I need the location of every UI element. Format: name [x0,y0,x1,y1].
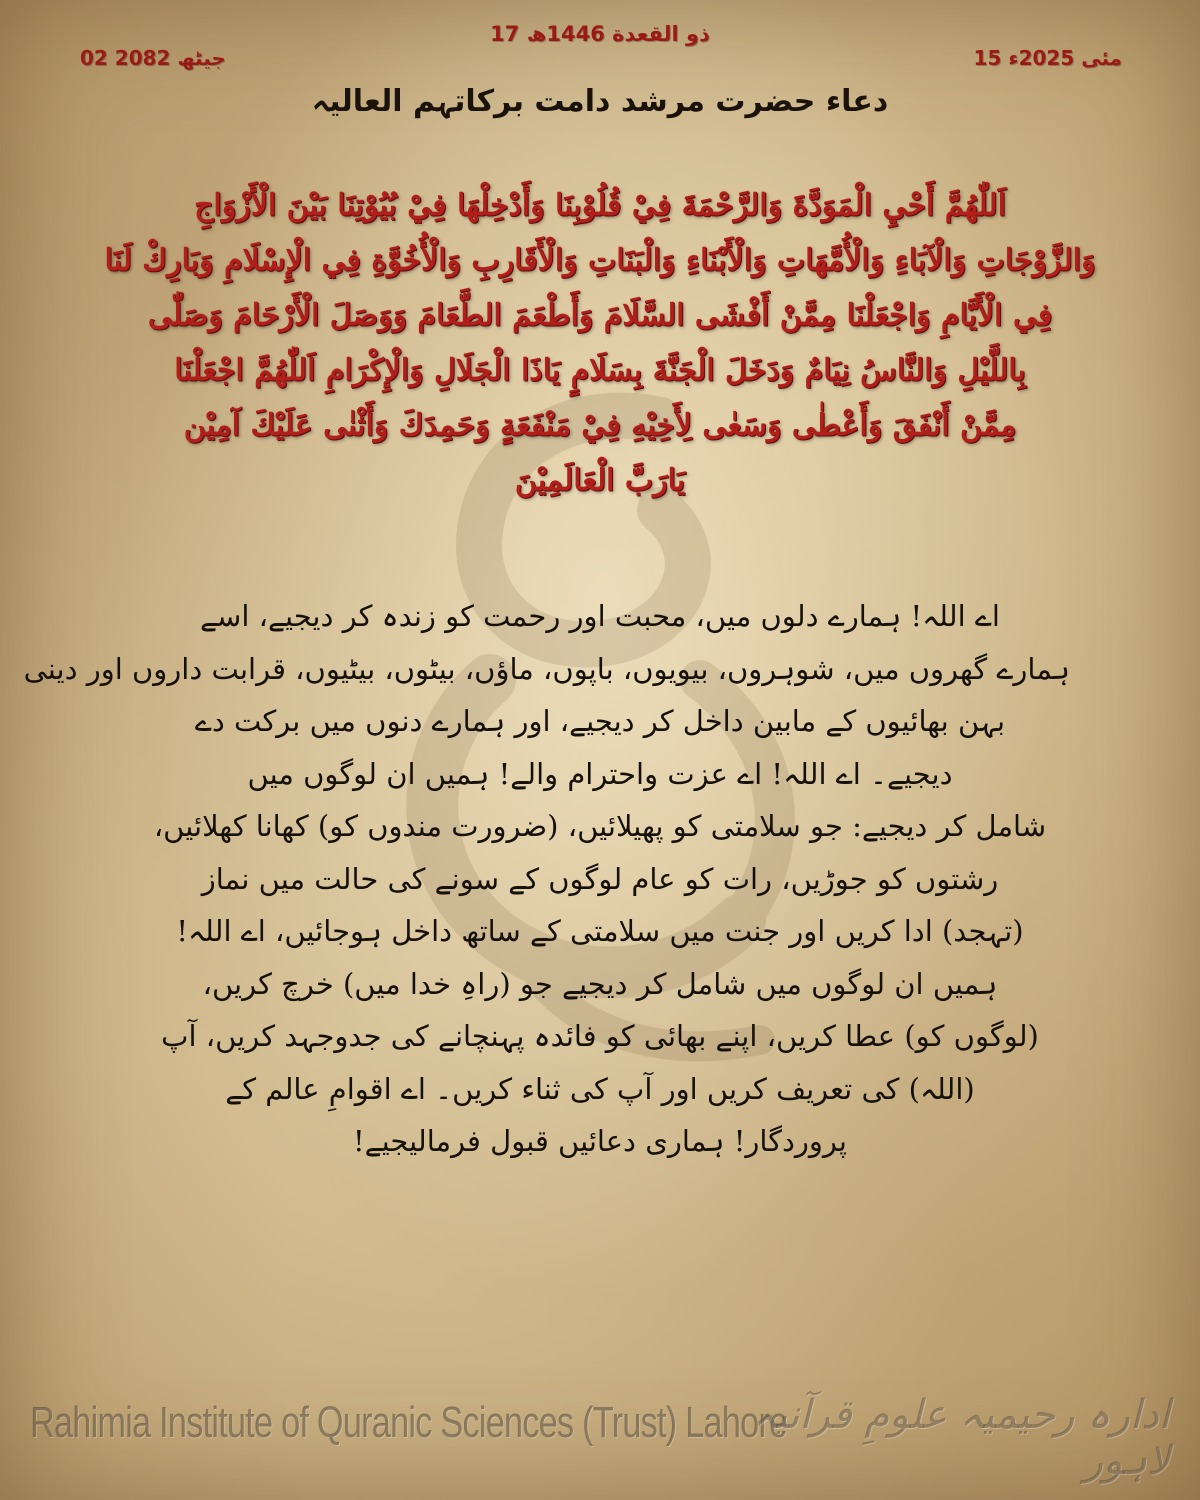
urdu-line: بہن بھائیوں کے مابین داخل کر دیجیے، اور ہمارے دنوں میں برکت دے [194,704,1006,738]
urdu-line: رشتوں کو جوڑیں، رات کو عام لوگوں کے سونے کی حالت میں نماز [201,861,999,896]
urdu-line: ہمارے گھروں میں، شوہروں، بیویوں، باپوں، ماؤں، بیٹوں، بیٹیوں، قرابت داروں اور دینی [23,651,1070,686]
date-bikrami: 02 جیٹھ 2082 [80,46,226,70]
arabic-line: يَارَبَّ الْعَالَمِيْنَ [514,463,686,498]
urdu-line: پروردگار! ہماری دعائیں قبول فرمالیجیے! [352,1124,848,1158]
institute-name-urdu-logo: ادارہ رحیمیہ علومِ قرآنیہ لاہور [752,1392,1170,1484]
date-gregorian: 15 مئی 2025ء [973,46,1122,70]
arabic-line: فِي الْأَيَّامِ وَاجْعَلْنَا مِمَّنْ أَفْشَى السَّلَامَ وَأَطْعَمَ الطَّعَامَ وَوَصَلَ الْأَرْحَامَ وَصَلّٰى [147,298,1053,333]
urdu-line: (لوگوں کو) عطا کریں، اپنے بھائی کو فائدہ پہنچانے کی جدوجہد کریں، آپ [161,1019,1039,1053]
page-title: دعاء حضرت مرشد دامت برکاتہم العالیہ [311,84,889,119]
urdu-line: (تہجد) ادا کریں اور جنت میں سلامتی کے ساتھ داخل ہوجائیں، اے اللہ! [176,914,1024,948]
urdu-line: اے اللہ! ہمارے دلوں میں، محبت اور رحمت کو زندہ کر دیجیے، اسے [200,599,1000,633]
urdu-line: ہمیں ان لوگوں میں شامل کر دیجیے جو (راہِ خدا میں) خرچ کریں، [202,966,998,1001]
arabic-line: مِمَّنْ أَنْفَقَ وَأَعْطٰى وَسَعٰى لِأَخِيْهِ فِيْ مَنْفَعَةٍ وَحَمِدَكَ وَأَثْنٰى عَلَيْكَ آمِيْن [183,408,1017,443]
arabic-line: بِاللَّيْلِ وَالنَّاسُ نِيَامٌ وَدَخَلَ الْجَنَّةَ بِسَلَامٍ يَاذَا الْجَلَالِ وَالْإِكْرَامِ اَللّٰهُمَّ اجْعَلْنَا [174,353,1026,388]
urdu-line: شامل کر دیجیے: جو سلامتی کو پھیلائیں، (ضرورت مندوں کو) کھانا کھلائیں، [153,809,1047,843]
institute-name-english: Rahimia Institute of Quranic Sciences (Trust) Lahore [30,1398,788,1447]
arabic-line: وَالزَّوْجَاتِ وَالْآبَاءِ وَالْأُمَّهَاتِ وَالْأَبْنَاءِ وَالْبَنَاتِ وَالْأَقَارِبِ وَالْأُخُوَّةِ فِي الْإِسْلَامِ وَبَارِكْ لَنَا [104,243,1096,278]
arabic-line: اَللّٰهُمَّ أَحْيِ الْمَوَدَّةَ وَالرَّحْمَةَ فِيْ قُلُوْبِنَا وَأَدْخِلْهَا فِيْ بُيُوْتِنَا بَيْنَ الْأَزْوَاجِ [194,188,1006,223]
arabic-prayer [100,178,1100,508]
urdu-line: دیجیے۔ اے اللہ! اے عزت واحترام والے! ہمیں ان لوگوں میں [247,756,953,791]
urdu-line: (اللہ) کی تعریف کریں اور آپ کی ثناء کریں۔ اے اقوامِ عالم کے [225,1071,975,1106]
urdu-translation [23,590,1070,1168]
date-hijri: 17 ذو القعدة 1446ھ [490,22,710,46]
